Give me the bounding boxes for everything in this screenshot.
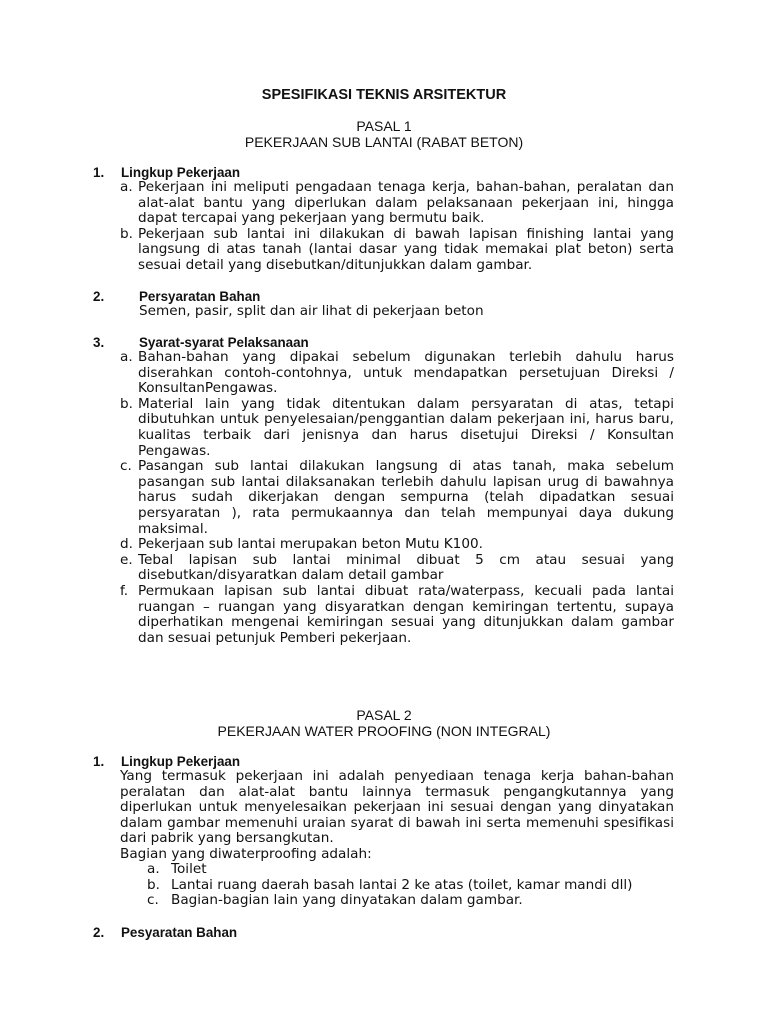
p2-s2-number: 2. (93, 925, 105, 940)
list-marker: f. (120, 582, 129, 599)
list-marker: b. (120, 395, 133, 412)
list-text: Tebal lapisan sub lantai minimal dibuat 5 cm atau sesuai yang disebutkan/disyaratkan dalam detail gambar (138, 551, 674, 584)
p2-s1-intro: Bagian yang diwaterproofing adalah: (120, 846, 372, 862)
pasal-1-title: PEKERJAAN SUB LANTAI (RABAT BETON) (244, 134, 524, 150)
list-marker: c. (120, 458, 132, 475)
list-item (120, 537, 674, 553)
p2-s2-heading: Pesyaratan Bahan (121, 925, 238, 940)
list-text: Permukaan lapisan sub lantai dibuat rata/waterpass, kecuali pada lantai ruangan – ruangan yang disyaratkan dengan kemiringan tertentu, supaya diperhatikan mengenai kemiringan sesuai yang ditunjukkan dalam gambar dan sesuai petunjuk Pemberi pekerjaan. (138, 582, 674, 646)
pasal-2-label: PASAL 2 (356, 707, 412, 723)
p1-s2-heading: Persyaratan Bahan (139, 289, 261, 304)
list-item (120, 227, 674, 274)
list-item (120, 584, 674, 646)
p1-s2-number: 2. (93, 289, 105, 304)
p2-s1-text: Yang termasuk pekerjaan ini adalah penyediaan tenaga kerja bahan-bahan peralatan dan alat-alat bantu lainnya termasuk pengangkutannya yang diperlukan untuk menyelesaikan pekerjaan ini sesuai dengan yang dinyatakan dalam gambar memenuhi uraian syarat di bawah ini serta memenuhi spesifikasi dari pabrik yang bersangkutan. (120, 768, 674, 847)
list-text: Pekerjaan sub lantai ini dilakukan di bawah lapisan finishing lantai yang langsung di atas tanah (lantai dasar yang tidak memakai plat beton) serta sesuai detail yang disebutkan/ditunjukkan dalam gambar. (138, 225, 674, 273)
list-marker: b. (120, 225, 133, 242)
p1-s1-number: 1. (93, 165, 105, 180)
document-title: SPESIFIKASI TEKNIS ARSITEKTUR (261, 87, 507, 103)
list-item (147, 862, 674, 878)
list-item (120, 397, 674, 459)
list-text: Pekerjaan ini meliputi pengadaan tenaga kerja, bahan-bahan, peralatan dan alat-alat bantu yang diperlukan dalam pelaksanaan pekerjaan ini, hingga dapat tercapai yang pekerjaan yang bermutu baik. (138, 179, 674, 227)
p1-s3-list (120, 350, 674, 646)
list-marker: a. (120, 179, 133, 195)
list-marker: e. (120, 551, 133, 568)
list-item (147, 878, 674, 894)
list-text: Material lain yang tidak ditentukan dalam persyaratan di atas, tetapi dibutuhkan untuk penyelesaian/penggantian dalam pekerjaan ini, harus baru, kualitas terbaik dari jenisnya dan harus disetujui Direksi / Konsultan Pengawas. (138, 395, 674, 459)
pasal-2-title: PEKERJAAN WATER PROOFING (NON INTEGRAL) (217, 723, 551, 739)
p2-s1-number: 1. (93, 754, 105, 769)
list-item (120, 459, 674, 537)
list-marker: a. (147, 861, 160, 877)
list-item (120, 553, 674, 584)
list-marker: d. (120, 536, 133, 553)
list-marker: b. (147, 876, 160, 893)
list-text: Bahan-bahan yang dipakai sebelum digunakan terlebih dahulu harus diserahkan contoh-contohnya, untuk mendapatkan persetujuan Direksi / KonsultanPengawas. (138, 349, 674, 397)
p1-s1-heading: Lingkup Pekerjaan (121, 165, 241, 180)
pasal-1-label: PASAL 1 (356, 118, 412, 134)
p1-s1-list (120, 180, 674, 274)
p2-s1-heading: Lingkup Pekerjaan (121, 754, 241, 769)
list-text: Pekerjaan sub lantai merupakan beton Mutu K100. (138, 536, 483, 553)
p1-s3-heading: Syarat-syarat Pelaksanaan (139, 335, 309, 350)
list-marker: a. (120, 349, 133, 365)
list-text: Bagian-bagian lain yang dinyatakan dalam gambar. (171, 892, 523, 909)
list-item (147, 893, 674, 909)
list-marker: c. (147, 892, 159, 909)
list-text: Toilet (171, 861, 207, 877)
p1-s2-text: Semen, pasir, split dan air lihat di pekerjaan beton (139, 303, 484, 319)
list-item (120, 180, 674, 227)
list-item (120, 350, 674, 397)
list-text: Pasangan sub lantai dilakukan langsung di atas tanah, maka sebelum pasangan sub lantai dilaksanakan terlebih dahulu lapisan urug di bawahnya harus sudah dikerjakan dengan sempurna (telah dipadatkan sesuai persyaratan ), rata permukaannya dan telah mempunyai daya dukung maksimal. (138, 458, 674, 537)
p2-s1-list (147, 862, 674, 909)
p1-s3-number: 3. (93, 335, 105, 350)
list-text: Lantai ruang daerah basah lantai 2 ke atas (toilet, kamar mandi dll) (171, 876, 633, 893)
